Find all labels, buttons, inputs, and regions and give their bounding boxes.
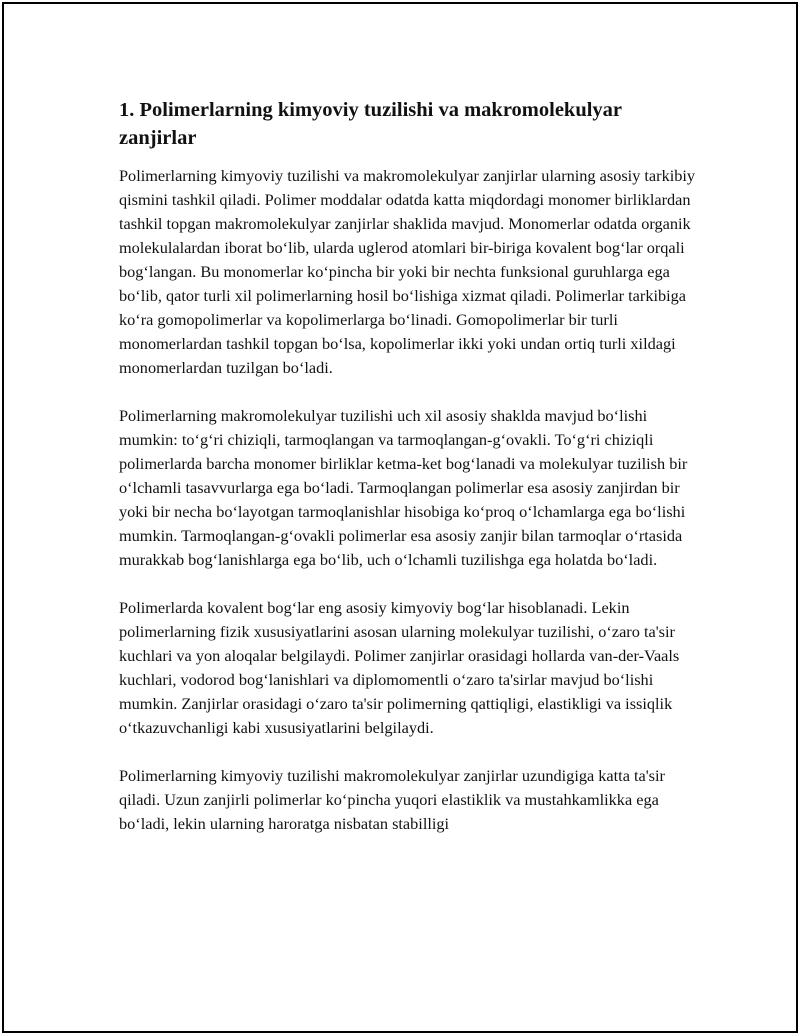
document-page — [2, 2, 798, 1033]
paragraph-1: Polimerlarning kimyoviy tuzilishi va makromolekulyar zanjirlar ularning asosiy tarkibiy qismini tashkil qiladi. Polimer moddalar odatda katta miqdordagi monomer birliklardan tashkil topgan makromolekulyar zanjirlar shaklida mavjud. Monomerlar odatda organik molekulalardan iborat boʻlib, ularda uglerod atomlari bir-biriga kovalent bogʻlar orqali bogʻlangan. Bu monomerlar koʻpincha bir yoki bir nechta funksional guruhlarga ega boʻlib, qator turli xil polimerlarning hosil boʻlishiga xizmat qiladi. Polimerlar tarkibiga koʻra gomopolimerlar va kopolimerlarga boʻlinadi. Gomopolimerlar bir turli monomerlardan tashkil topgan boʻlsa, kopolimerlar ikki yoki undan ortiq turli xildagi monomerlardan tuzilgan boʻladi. — [119, 166, 696, 377]
paragraph-2: Polimerlarning makromolekulyar tuzilishi uch xil asosiy shaklda mavjud boʻlishi mumkin: toʻgʻri chiziqli, tarmoqlangan va tarmoqlangan-gʻovakli. Toʻgʻri chiziqli polimerlarda barcha monomer birliklar ketma-ket bogʻlanadi va molekulyar tuzilish bir oʻlchamli tasavvurlarga ega boʻladi. Tarmoqlangan polimerlar esa asosiy zanjirdan bir yoki bir necha boʻlayotgan tarmoqlanishlar hisobiga koʻproq oʻlchamlarga ega boʻlishi mumkin. Tarmoqlangan-gʻovakli polimerlar esa asosiy zanjir bilan tarmoqlar oʻrtasida murakkab bogʻlanishlarga ega boʻlib, uch oʻlchamli tuzilishga ega holatda boʻladi. — [119, 406, 688, 569]
paragraph-4: Polimerlarning kimyoviy tuzilishi makromolekulyar zanjirlar uzundigiga katta ta'sir qiladi. Uzun zanjirli polimerlar koʻpincha yuqori elastiklik va mustahkamlikka ega boʻladi, lekin ularning haroratga nisbatan stabilligi — [119, 766, 665, 833]
section-heading: 1. Polimerlarning kimyoviy tuzilishi va makromolekulyar zanjirlar — [119, 99, 622, 149]
document-body — [119, 96, 699, 860]
paragraph-3: Polimerlarda kovalent bogʻlar eng asosiy kimyoviy bogʻlar hisoblanadi. Lekin polimerlarning fizik xususiyatlarini asosan ularning molekulyar tuzilishi, oʻzaro ta'sir kuchlari va yon aloqalar belgilaydi. Polimer zanjirlar orasidagi hollarda van-der-Vaals kuchlari, vodorod bogʻlanishlari va diplomomentli oʻzaro ta'sirlar mavjud boʻlishi mumkin. Zanjirlar orasidagi oʻzaro ta'sir polimerning qattiqligi, elastikligi va issiqlik oʻtkazuvchanligi kabi xususiyatlarini belgilaydi. — [119, 598, 680, 737]
